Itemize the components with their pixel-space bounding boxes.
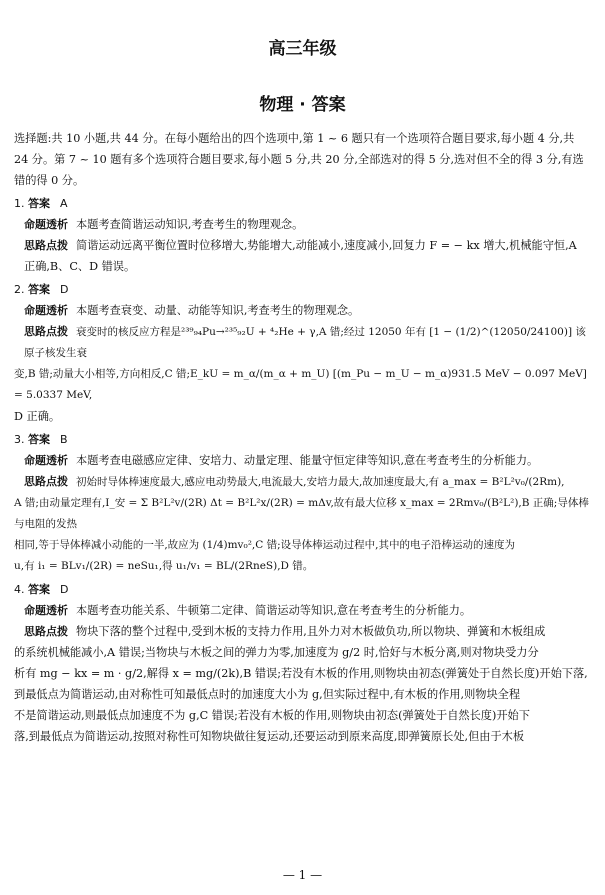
- hint-line: [14, 621, 591, 642]
- answer-value: A: [60, 197, 68, 210]
- analysis-label: 命题透析: [24, 304, 68, 317]
- hint-text-cont: u,有 i₁ = BLv₁/(2R) = neSu₁,得 u₁/v₁ = BL/(2RneS),D 错。: [14, 560, 314, 572]
- analysis-text: 本题考查衰变、动量、动能等知识,考查考生的物理观念。: [76, 304, 360, 317]
- answer-line: [14, 193, 591, 214]
- hint-text-cont: 到最低点为简谐运动,由对称性可知最低点时的加速度大小为 g,但实际过程中,有木板的作用,则物块全程: [14, 688, 521, 701]
- question-2: [14, 279, 591, 427]
- answer-value: D: [60, 283, 69, 296]
- analysis-label: 命题透析: [24, 604, 68, 617]
- hint-line: [14, 471, 591, 493]
- answer-label: 答案: [28, 197, 50, 210]
- subject-title: 物理 · 答案: [259, 95, 346, 115]
- analysis-text: 本题考查功能关系、牛顿第二定律、简谐运动等知识,意在考查考生的分析能力。: [76, 604, 472, 617]
- hint-text: 衰变时的核反应方程是²³⁹₉₄Pu→²³⁵₉₂U + ⁴₂He + γ,A 错;经过 12050 年有 [1 − (1/2)^(12050/24100)] 该原子核发生衰: [24, 326, 586, 359]
- section-intro: 选择题:共 10 小题,共 44 分。在每小题给出的四个选项中,第 1 ~ 6 题只有一个选项符合题目要求,每小题 4 分,共 24 分。第 7 ~ 10 题有多个选项符合题目要求,每小题 5 分,共 20 分,全部选对的得 5 分,选对但不全的得 3 分,有选错的得 0 分。: [14, 132, 584, 187]
- hint-line: [14, 321, 591, 364]
- hint-text-cont: 的系统机械能减小,A 错误;当物块与木板之间的弹力为零,加速度为 g/2 时,恰好与木板分离,则对物块受力分: [14, 646, 539, 659]
- hint-label: 思路点拨: [24, 625, 68, 638]
- question-number: 1.: [14, 197, 25, 210]
- hint-label: 思路点拨: [24, 325, 68, 338]
- analysis-label: 命题透析: [24, 454, 68, 467]
- hint-text: 初始时导体棒速度最大,感应电动势最大,电流最大,安培力最大,故加速度最大,有 a_max = B²L²v₀/(2Rm),: [76, 476, 565, 488]
- hint-text-cont: 变,B 错;动量大小相等,方向相反,C 错;E_kU = m_α/(m_α + m_U) [(m_Pu − m_U − m_α)931.5 MeV − 0.097 MeV] = 5.0337 MeV,: [14, 368, 587, 401]
- analysis-label: 命题透析: [24, 218, 68, 231]
- hint-text-cont: 相同,等于导体棒减小动能的一半,故应为 (1/4)mv₀²,C 错;设导体棒运动过程中,其中的电子沿棒运动的速度为: [14, 539, 515, 551]
- question-number: 3.: [14, 433, 25, 446]
- hint-text-cont: A 错;由动量定理有,I_安 = Σ B²L²v/(2R) Δt = B²L²x/(2R) = mΔv,故有最大位移 x_max = 2Rmv₀/(B²L²),B 正确;导体棒与电阻的发热: [14, 497, 589, 530]
- question-number: 2.: [14, 283, 25, 296]
- answer-line: [14, 579, 591, 600]
- answer-line: [14, 429, 591, 450]
- answer-label: 答案: [28, 283, 50, 296]
- analysis-line: [14, 450, 591, 471]
- grade-title: 高三年级: [268, 39, 337, 59]
- hint-label: 思路点拨: [24, 239, 68, 252]
- answer-value: D: [60, 583, 69, 596]
- hint-text: 物块下落的整个过程中,受到木板的支持力作用,且外力对木板做负功,所以物块、弹簧和木板组成: [76, 625, 546, 638]
- answer-label: 答案: [28, 583, 50, 596]
- hint-text-cont: 落,到最低点为简谐运动,按照对称性可知物块做往复运动,还要运动到原来高度,即弹簧原长处,但由于木板: [14, 730, 525, 743]
- analysis-line: [14, 300, 591, 321]
- question-1: [14, 193, 591, 277]
- answer-label: 答案: [28, 433, 50, 446]
- answer-value: B: [60, 433, 68, 446]
- answer-body: [14, 128, 591, 747]
- question-number: 4.: [14, 583, 25, 596]
- question-4: [14, 579, 591, 747]
- hint-text-cont: 析有 mg − kx = m · g/2,解得 x = mg/(2k),B 错误;若没有木板的作用,则物块由初态(弹簧处于自然长度)开始下落,: [14, 667, 588, 680]
- analysis-text: 本题考查简谐运动知识,考查考生的物理观念。: [76, 218, 304, 231]
- hint-text-cont: 不是简谐运动,则最低点加速度不为 g,C 错误;若没有木板的作用,则物块由初态(弹簧处于自然长度)开始下: [14, 709, 530, 722]
- analysis-text: 本题考查电磁感应定律、安培力、动量定理、能量守恒定律等知识,意在考查考生的分析能力。: [76, 454, 539, 467]
- question-3: [14, 429, 591, 577]
- analysis-line: [14, 600, 591, 621]
- hint-label: 思路点拨: [24, 475, 68, 488]
- hint-text-cont: D 正确。: [14, 410, 61, 423]
- analysis-line: [14, 214, 591, 235]
- answer-line: [14, 279, 591, 300]
- hint-line: [14, 235, 591, 277]
- hint-text: 简谐运动远离平衡位置时位移增大,势能增大,动能减小,速度减小,回复力 F = − kx 增大,机械能守恒,A 正确,B、C、D 错误。: [24, 239, 577, 273]
- page-number: — 1 —: [282, 868, 323, 882]
